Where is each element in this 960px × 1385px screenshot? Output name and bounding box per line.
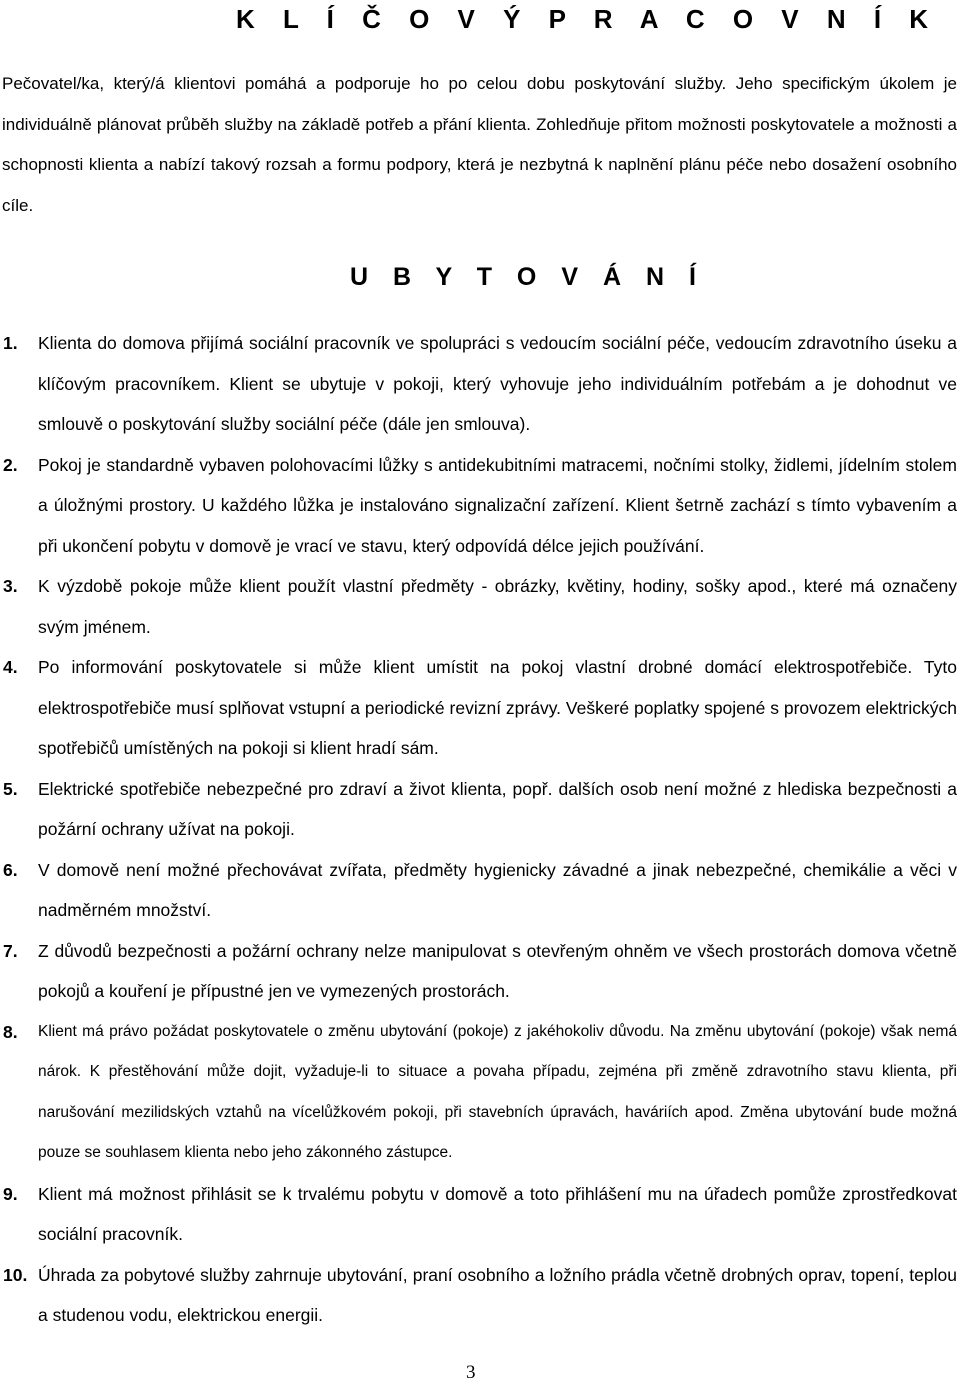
accommodation-rules-list	[0, 323, 960, 1336]
list-item-text: Po informování poskytovatele si může klient umístit na pokoj vlastní drobné domácí elektrospotřebiče. Tyto elektrospotřebiče musí splňovat vstupní a periodické revizní zprávy. Veškeré poplatky spojené s provozem elektrických spotřebičů umístěných na pokoji si klient hradí sám.	[38, 657, 957, 758]
list-item-number: 4.	[3, 657, 18, 677]
list-item-text: Klient má možnost přihlásit se k trvalému pobytu v domově a toto přihlášení mu na úřadech pomůže zprostředkovat sociální pracovník.	[38, 1183, 957, 1244]
list-item-text: Elektrické spotřebiče nebezpečné pro zdraví a život klienta, popř. dalších osob není možné z hlediska bezpečnosti a požární ochrany užívat na pokoji.	[38, 778, 957, 839]
list-item-number: 9.	[3, 1183, 18, 1204]
intro-paragraph: Pečovatel/ka, který/á klientovi pomáhá a podporuje ho po celou dobu poskytování služby. Jeho specifickým úkolem je individuálně plánovat průběh služby na základě potřeb a přání klienta. Zohledňuje přitom možnosti poskytovatele a možnosti a schopnosti klienta a nabízí takový rozsah a formu podpory, která je nezbytná k naplnění plánu péče nebo dosažení osobního cíle.	[2, 74, 957, 215]
list-item	[0, 1255, 960, 1336]
section-heading: U B Y T O V Á N Í	[350, 263, 705, 291]
list-item-number: 6.	[3, 859, 18, 880]
list-item	[0, 769, 960, 850]
list-item-number: 8.	[3, 1021, 18, 1042]
list-item-text: Klienta do domova přijímá sociální pracovník ve spolupráci s vedoucím sociální péče, vedoucím zdravotního úseku a klíčovým pracovníkem. Klient se ubytuje v pokoji, který vyhovuje jeho individuálním potřebám a je dohodnut ve smlouvě o poskytování služby sociální péče (dále jen smlouva).	[38, 333, 957, 434]
list-item-number: 7.	[3, 940, 18, 961]
list-item	[0, 647, 960, 769]
page-number: 3	[466, 1362, 476, 1383]
list-item	[0, 1012, 960, 1174]
list-item-number: 5.	[3, 778, 18, 799]
list-item	[0, 1174, 960, 1255]
list-item-number: 2.	[3, 454, 18, 475]
list-item	[0, 323, 960, 445]
list-item-number: 3.	[3, 576, 18, 596]
list-item-text: Klient má právo požádat poskytovatele o změnu ubytování (pokoje) z jakéhokoliv důvodu. Na změnu ubytování (pokoje) však nemá nárok. K přestěhování může dojit, vyžaduje-li to situace a povaha případu, zejména při změně zdravotního stavu klienta, při narušování mezilidských vztahů na vícelůžkovém pokoji, při stavebních úpravách, haváriích apod. Změna ubytování bude možná pouze se souhlasem klienta nebo jeho zákonného zástupce.	[38, 1022, 957, 1161]
list-item-number: 1.	[3, 333, 18, 353]
list-item-text: Z důvodů bezpečnosti a požární ochrany nelze manipulovat s otevřeným ohněm ve všech prostorách domova včetně pokojů a kouření je přípustné jen ve vymezených prostorách.	[38, 940, 957, 1001]
list-item	[0, 850, 960, 931]
list-item	[0, 445, 960, 567]
list-item	[0, 931, 960, 1012]
list-item-text: Úhrada za pobytové služby zahrnuje ubytování, praní osobního a ložního prádla včetně drobných oprav, topení, teplou a studenou vodu, elektrickou energii.	[38, 1264, 957, 1325]
document-title: K L Í Č O V Ý P R A C O V N Í K	[236, 4, 939, 34]
list-item	[0, 566, 960, 647]
list-item-text: K výzdobě pokoje může klient použít vlastní předměty - obrázky, květiny, hodiny, sošky apod., které má označeny svým jménem.	[38, 576, 957, 637]
list-item-number: 10.	[3, 1264, 28, 1285]
list-item-text: Pokoj je standardně vybaven polohovacími lůžky s antidekubitními matracemi, nočními stolky, židlemi, jídelním stolem a úložnými prostory. U každého lůžka je instalováno signalizační zařízení. Klient šetrně zachází s tímto vybavením a při ukončení pobytu v domově je vrací ve stavu, který odpovídá délce jejich používání.	[38, 454, 957, 556]
list-item-text: V domově není možné přechovávat zvířata, předměty hygienicky závadné a jinak nebezpečné, chemikálie a věci v nadměrném množství.	[38, 859, 957, 920]
